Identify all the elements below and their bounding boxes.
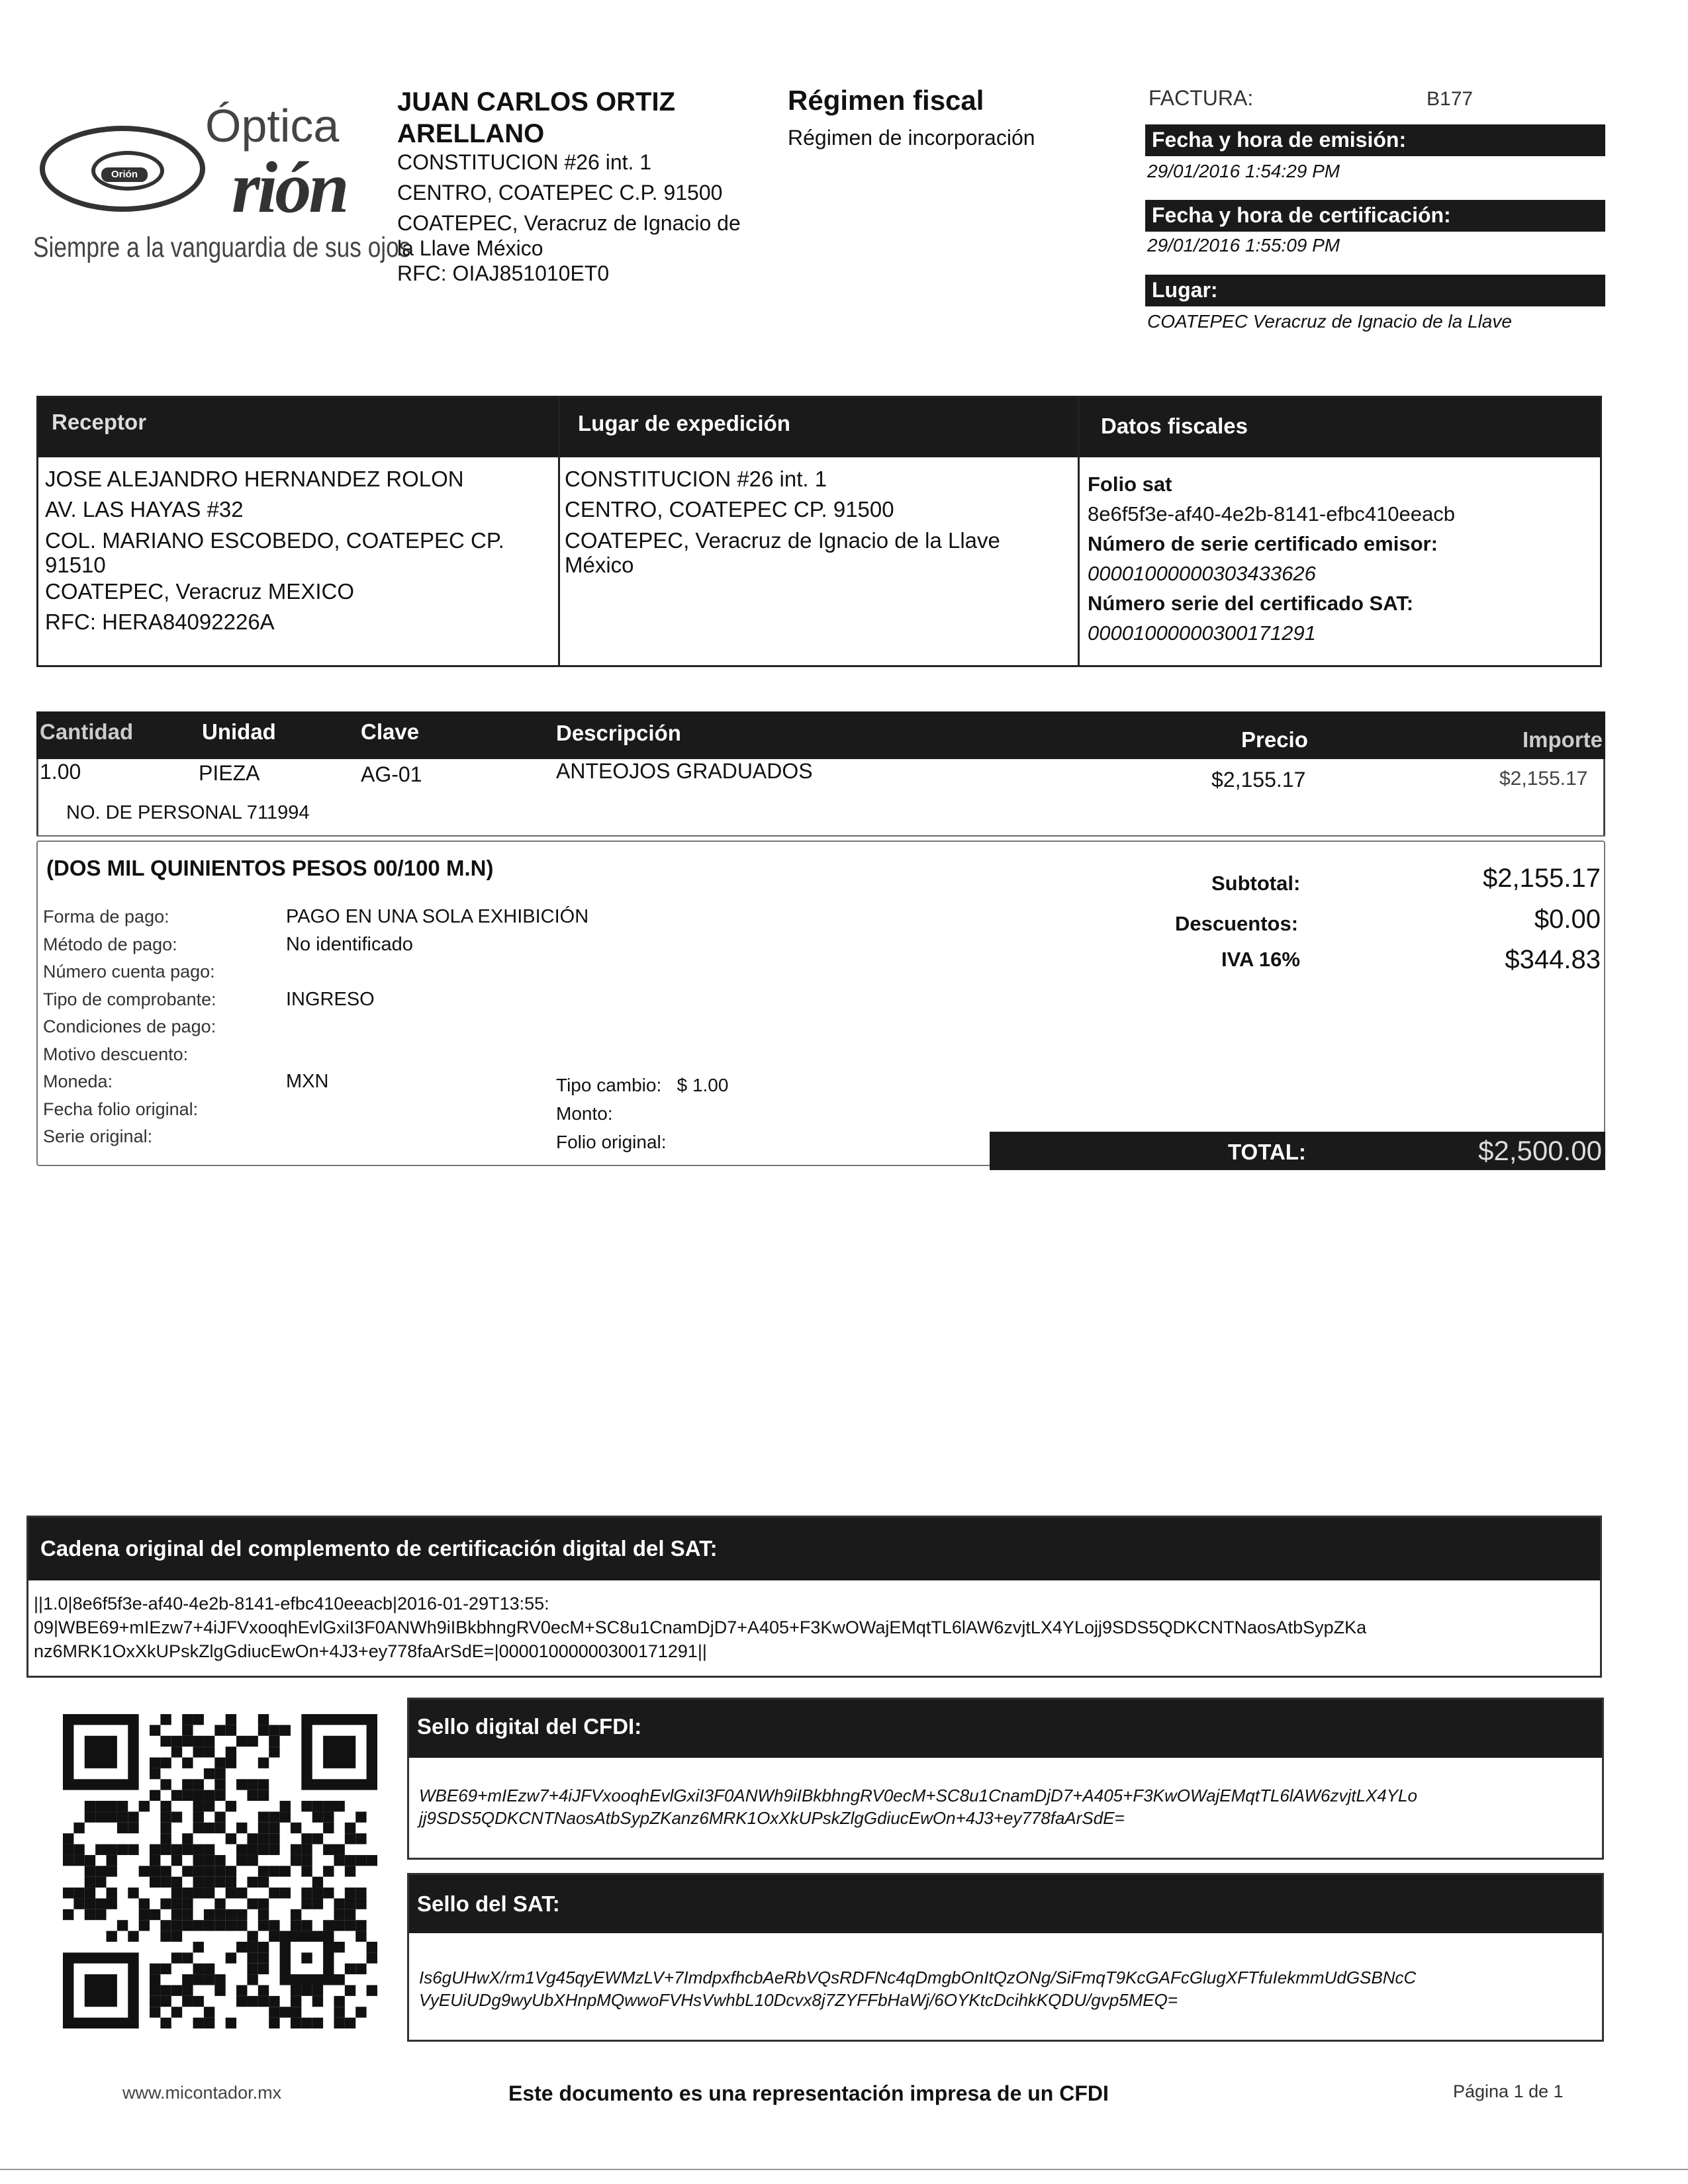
monto-label: Monto: — [556, 1103, 613, 1124]
forma-pago-value: PAGO EN UNA SOLA EXHIBICIÓN — [286, 906, 589, 927]
receptor-rfc: RFC: HERA84092226A — [45, 610, 275, 634]
serie-sat-label: Número serie del certificado SAT: — [1088, 592, 1414, 615]
certificacion-value: 29/01/2016 1:55:09 PM — [1147, 235, 1340, 255]
tipo-cambio-label: Tipo cambio: — [556, 1075, 662, 1095]
serie-emisor-value: 00001000000303433626 — [1088, 562, 1316, 585]
summary-box — [36, 841, 1605, 1166]
logo-brand-main: rión — [232, 147, 347, 228]
page-bottom-rule — [0, 2169, 1688, 2170]
row-clave: AG-01 — [361, 762, 422, 786]
sello-cfdi-header-bar — [409, 1700, 1602, 1758]
items-bottom-border — [36, 835, 1605, 837]
subtotal-value: $2,155.17 — [1483, 864, 1601, 893]
fiscales-header: Datos fiscales — [1101, 414, 1248, 438]
issuer-address1: CONSTITUCION #26 int. 1 — [397, 150, 652, 174]
factura-number: B177 — [1427, 88, 1474, 110]
issuer-name-line1: JUAN CARLOS ORTIZ — [397, 87, 675, 116]
row-importe: $2,155.17 — [1499, 768, 1588, 790]
col-cantidad: Cantidad — [40, 719, 134, 744]
tipo-comprobante-label: Tipo de comprobante: — [43, 989, 216, 1009]
receptor-address3: 91510 — [45, 553, 106, 577]
descuentos-label: Descuentos: — [1175, 912, 1299, 935]
eye-icon — [40, 126, 205, 212]
condiciones-label: Condiciones de pago: — [43, 1017, 216, 1036]
col-unidad: Unidad — [202, 719, 276, 744]
sello-cfdi-line2: jj9SDS5QDKCNTNaosAtbSypZKanz6MRK1OxXkUPskZlgGdiucEwOn+4J3+ey778faArSdE= — [419, 1808, 1125, 1828]
certificacion-label: Fecha y hora de certificación: — [1145, 200, 1605, 232]
divider — [558, 398, 560, 665]
folio-sat-value: 8e6f5f3e-af40-4e2b-8141-efbc410eeacb — [1088, 502, 1456, 525]
cadena-line2: 09|WBE69+mIEzw7+4iJFVxooqhEvlGxiI3F0ANWh9iIBkbhngRV0ecM+SC8u1CnamDjD7+A405+F3KwOWajEMqtTL6lAW6zvjtLX4YLojj9SDS5QDKCNTNaosAtbSypZKa — [34, 1617, 1367, 1637]
divider — [1078, 398, 1080, 665]
row-note: NO. DE PERSONAL 711994 — [66, 802, 310, 823]
issuer-address4: la Llave México — [397, 236, 543, 260]
issuer-address2: CENTRO, COATEPEC C.P. 91500 — [397, 181, 723, 205]
fecha-folio-label: Fecha folio original: — [43, 1099, 199, 1119]
logo-brand-top: Óptica — [205, 100, 340, 152]
receptor-address1: AV. LAS HAYAS #32 — [45, 497, 244, 522]
serie-original-label: Serie original: — [43, 1126, 153, 1146]
folio-sat-label: Folio sat — [1088, 473, 1172, 496]
footer-page: Página 1 de 1 — [1453, 2081, 1564, 2101]
regimen-title: Régimen fiscal — [788, 85, 984, 116]
numero-cuenta-label: Número cuenta pago: — [43, 962, 215, 981]
cadena-line1: ||1.0|8e6f5f3e-af40-4e2b-8141-efbc410eeacb|2016-01-29T13:55: — [34, 1594, 549, 1614]
metodo-pago-label: Método de pago: — [43, 934, 177, 954]
emision-label: Fecha y hora de emisión: — [1145, 124, 1605, 156]
sello-sat-text — [419, 1966, 1597, 2011]
motivo-label: Motivo descuento: — [43, 1044, 189, 1064]
row-precio: $2,155.17 — [1211, 768, 1306, 792]
payment-labels — [43, 903, 216, 1151]
row-unidad: PIEZA — [199, 761, 260, 785]
parties-box — [36, 396, 1602, 667]
exchange-block — [556, 1071, 728, 1156]
row-descripcion: ANTEOJOS GRADUADOS — [556, 759, 813, 783]
qr-code — [63, 1714, 377, 2028]
lugar-value: COATEPEC Veracruz de Ignacio de la Llave — [1147, 311, 1512, 332]
moneda-value: MXN — [286, 1071, 329, 1092]
amount-in-words: (DOS MIL QUINIENTOS PESOS 00/100 M.N) — [46, 856, 494, 880]
issuer-rfc: RFC: OIAJ851010ET0 — [397, 261, 610, 285]
logo-tagline: Siempre a la vanguardia de sus ojos — [33, 232, 411, 263]
tipo-cambio-value: $ 1.00 — [677, 1075, 729, 1095]
col-clave: Clave — [361, 719, 420, 744]
col-importe: Importe — [1523, 727, 1603, 752]
iva-value: $344.83 — [1505, 945, 1601, 974]
sello-cfdi-line1: WBE69+mIEzw7+4iJFVxooqhEvlGxiI3F0ANWh9iIBkbhngRV0ecM+SC8u1CnamDjD7+A405+F3KwOWajEMqtTL6lAW6zvjtLX4YLo — [419, 1786, 1417, 1805]
expedicion-header: Lugar de expedición — [578, 411, 790, 435]
lugar-label: Lugar: — [1145, 275, 1605, 306]
expedicion-line1: CONSTITUCION #26 int. 1 — [565, 467, 827, 491]
receptor-address2: COL. MARIANO ESCOBEDO, COATEPEC CP. — [45, 528, 504, 553]
receptor-block — [45, 464, 555, 637]
emision-value: 29/01/2016 1:54:29 PM — [1147, 161, 1340, 181]
cadena-line3: nz6MRK1OxXkUPskZlgGdiucEwOn+4J3+ey778faArSdE=|00001000000300171291|| — [34, 1641, 707, 1661]
metodo-pago-value: No identificado — [286, 933, 413, 955]
items-left-border — [36, 759, 38, 835]
sello-cfdi-text — [419, 1784, 1597, 1829]
expedicion-line2: CENTRO, COATEPEC CP. 91500 — [565, 497, 894, 522]
issuer-name-line2: ARELLANO — [397, 119, 545, 148]
company-logo — [33, 99, 411, 271]
moneda-label: Moneda: — [43, 1071, 113, 1091]
sello-sat-line1: Is6gUHwX/rm1Vg45qyEWMzLV+7ImdpxfhcbAeRbVQsRDFNc4qDmgbOnItQzONg/SiFmqT9KcGAFcGlugXFTfuIekmmUdGSBNcC — [419, 1968, 1417, 1987]
sello-sat-box — [407, 1873, 1604, 2042]
logo-badge: Orión — [101, 167, 148, 182]
receptor-name: JOSE ALEJANDRO HERNANDEZ ROLON — [45, 467, 464, 491]
factura-label: FACTURA: — [1149, 86, 1254, 110]
cadena-header: Cadena original del complemento de certificación digital del SAT: — [40, 1536, 718, 1561]
sello-sat-line2: VyEUiUDg9wyUbXHnpMQwwoFVHsVwhbL10Dcvx8j7ZYFFbHaWj/6OYKtcDcihkKQDU/gvp5MEQ= — [419, 1990, 1178, 2010]
folio-original-label: Folio original: — [556, 1132, 667, 1152]
items-header — [36, 711, 1605, 759]
subtotal-label: Subtotal: — [1211, 872, 1301, 895]
payment-values — [286, 903, 588, 1096]
expedicion-line3: COATEPEC, Veracruz de Ignacio de la Llave — [565, 528, 1000, 553]
cadena-box — [26, 1516, 1602, 1678]
sello-sat-header: Sello del SAT: — [417, 1891, 560, 1916]
row-cantidad: 1.00 — [40, 760, 81, 784]
cadena-text — [34, 1592, 1596, 1663]
footer-disclaimer: Este documento es una representación impresa de un CFDI — [508, 2081, 1109, 2105]
total-bar — [990, 1132, 1605, 1170]
expedicion-block — [565, 464, 1074, 576]
items-right-border — [1603, 759, 1605, 835]
sello-sat-header-bar — [409, 1875, 1602, 1933]
receptor-address4: COATEPEC, Veracruz MEXICO — [45, 579, 354, 604]
sello-cfdi-header: Sello digital del CFDI: — [417, 1714, 642, 1739]
total-label: TOTAL: — [1228, 1140, 1306, 1164]
footer-website: www.micontador.mx — [122, 2083, 282, 2103]
expedicion-line4: México — [565, 553, 634, 577]
col-descripcion: Descripción — [556, 721, 681, 745]
parties-header — [38, 398, 1600, 457]
sello-cfdi-box — [407, 1698, 1604, 1860]
total-value: $2,500.00 — [1478, 1135, 1602, 1166]
receptor-header: Receptor — [52, 410, 147, 434]
fiscales-block — [1088, 469, 1597, 648]
descuentos-value: $0.00 — [1534, 905, 1601, 934]
forma-pago-label: Forma de pago: — [43, 907, 169, 927]
regimen-value: Régimen de incorporación — [788, 126, 1035, 150]
serie-sat-value: 00001000000300171291 — [1088, 621, 1316, 645]
cadena-header-bar — [28, 1518, 1600, 1580]
tipo-comprobante-value: INGRESO — [286, 988, 375, 1010]
issuer-address3: COATEPEC, Veracruz de Ignacio de — [397, 211, 741, 235]
serie-emisor-label: Número de serie certificado emisor: — [1088, 532, 1438, 555]
col-precio: Precio — [1241, 727, 1308, 752]
issuer-block — [397, 86, 768, 286]
iva-label: IVA 16% — [1221, 948, 1300, 971]
